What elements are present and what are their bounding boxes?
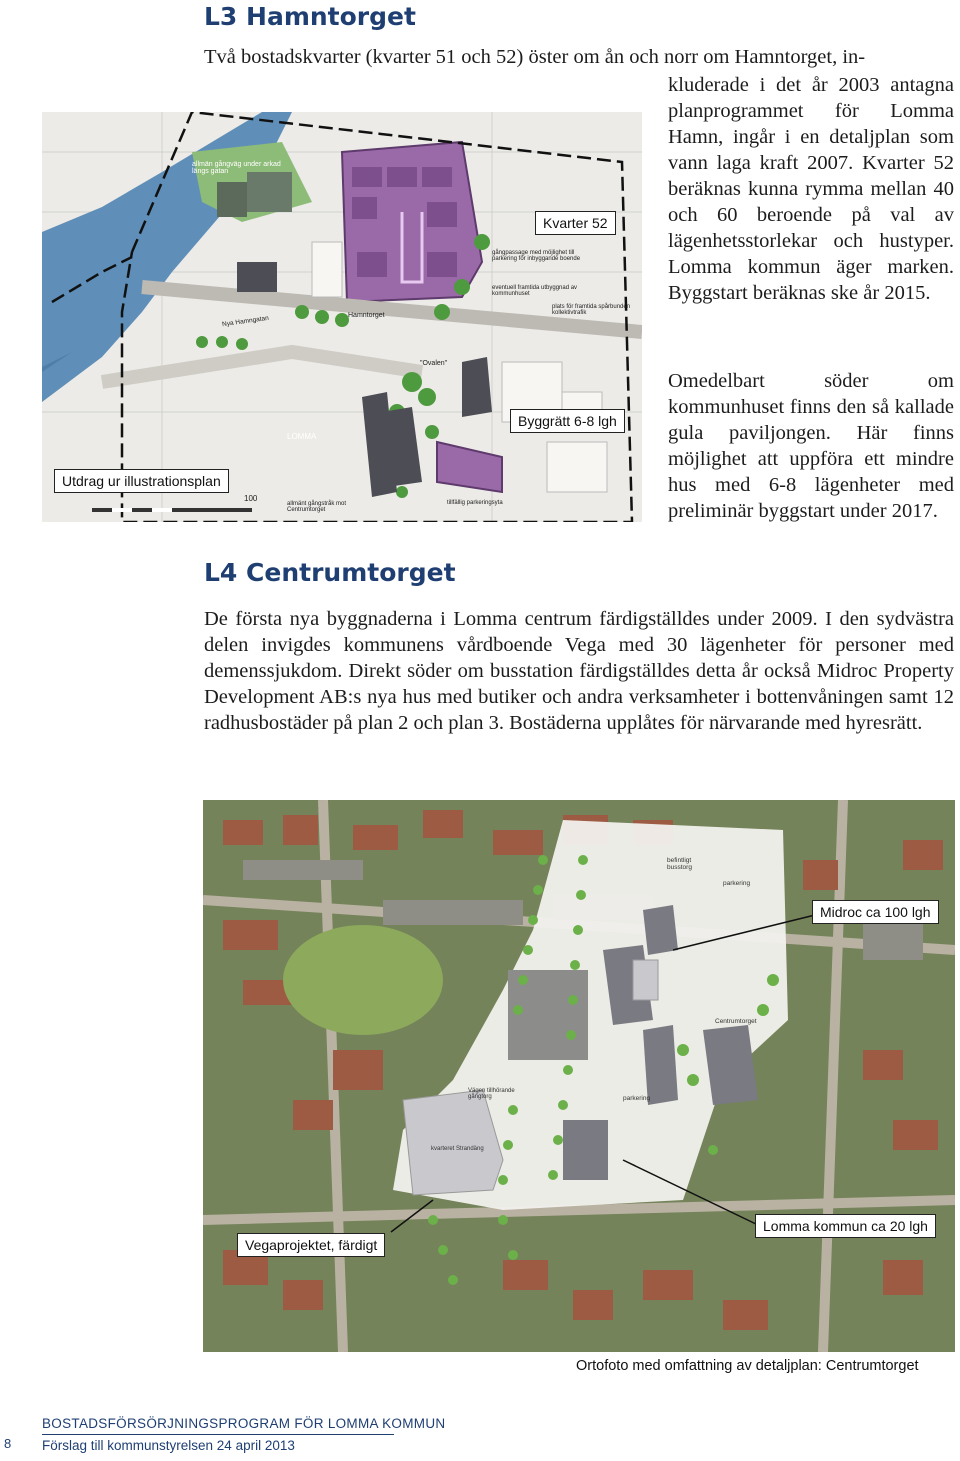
map-note-gangpassage: gångpassage med möjlighet till parkering för inbyggande boende (492, 250, 581, 262)
photo-note-parkering-2: parkering (623, 1095, 651, 1102)
photo-note-kvarteret: kvarteret Strandäng (431, 1146, 484, 1152)
map-note-plats: plats för framtida spårbunden kollektivtrafik (552, 304, 631, 316)
map-note-parking: tillfällig parkeringsyta (447, 500, 503, 506)
plan-map-graphic (42, 112, 642, 522)
photo-note-parkering-1: parkering (723, 880, 751, 887)
footer-subtitle: Förslag till kommunstyrelsen 24 april 2013 (42, 1438, 295, 1453)
map-note-public-path: allmän gångväg under arkad längs gatan (192, 161, 281, 175)
map-note-ovalen: "Ovalen" (420, 360, 448, 367)
utdrag-label: Utdrag ur illustrationsplan (54, 469, 229, 493)
byggratt-label: Byggrätt 6-8 lgh (510, 409, 625, 433)
kvarter-52-label: Kvarter 52 (535, 211, 616, 235)
l3-body-text: kluderade i det år 2003 antagna planprogrammet för Lomma Hamn, ingår i en detaljplan som vann laga kraft 2007. Kvarter 52 beräknas kunna rymma mellan 40 och 60 beroende på val av lägenhetsstorlekar och hustyper. Lomma kommun äger marken. Byggstart beräknas ske år 2015. (668, 74, 954, 304)
l3-intro-line: Två bostadskvarter (kvarter 51 och 52) öster om ån och norr om Hamntorget, in- (204, 46, 866, 68)
ortofoto-graphic (203, 800, 955, 1352)
midroc-label: Midroc ca 100 lgh (812, 900, 939, 924)
section-heading-l3: L3 Hamntorget (204, 2, 416, 31)
map-note-gangstrak: allmänt gångstråk mot Centrumtorget (287, 501, 347, 513)
photo-note-befintligt: befintligt busstorg (667, 857, 692, 871)
map-note-hamntorget: Hamntorget (348, 312, 385, 319)
ortofoto-map (203, 800, 955, 1352)
illustration-plan-map (42, 112, 642, 522)
map-note-nya-hamngatan: Nya Hamngatan (221, 314, 270, 329)
lomma-kommun-label: Lomma kommun ca 20 lgh (755, 1214, 936, 1238)
l4-body-text: De första nya byggnaderna i Lomma centrum färdigställdes under 2009. I den sydvästra delen invigdes kommunens vårdboende Vega med 30 lägenheter för personer med demenssjukdom. Direkt söder om busstation färdigställdes detta år också Midroc Property Development AB:s nya hus med butiker och andra verksamheter i bottenvåningen samt 12 radhusbostäder på plan 2 och plan 3. Bostäderna upplåtes för närvarande med hyresrätt. (204, 608, 954, 734)
map-note-eventuell: eventuell framtida utbyggnad av kommunhuset (492, 285, 578, 297)
map-note-lomma: LOMMA (287, 432, 317, 441)
ortofoto-caption: Ortofoto med omfattning av detaljplan: Centrumtorget (576, 1358, 919, 1374)
vega-label: Vegaprojektet, färdigt (237, 1233, 385, 1257)
footer-rule (42, 1434, 394, 1435)
photo-note-vagen: Vägen tillhörande gångtorg (468, 1088, 515, 1100)
footer-title: BOSTADSFÖRSÖRJNINGSPROGRAM FÖR LOMMA KOMMUN (42, 1416, 446, 1431)
photo-note-centrumtorget: Centrumtorget (715, 1018, 757, 1025)
l3-body-text-2: Omedelbart söder om kommunhuset finns den så kallade gula paviljongen. Här finns möjlighet att uppföra ett mindre hus med 6-8 lägenheter med preliminär byggstart under 2017. (668, 370, 954, 522)
map-scale-100: 100 (244, 494, 258, 503)
section-heading-l4: L4 Centrumtorget (204, 558, 456, 587)
page-number: 8 (4, 1436, 12, 1451)
